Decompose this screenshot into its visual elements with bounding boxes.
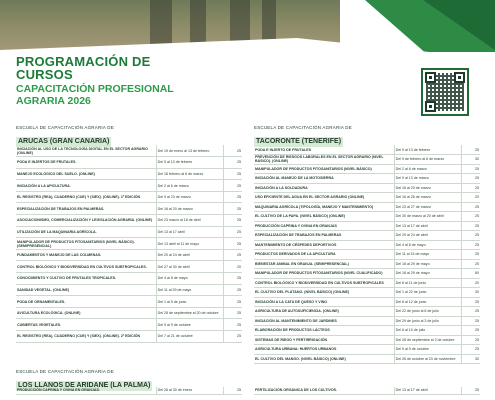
course-hours: 25 [224,238,242,250]
course-hours: 25 [224,296,242,308]
page-subtitle: CAPACITACIÓN PROFESIONAL AGRARIA 2026 [16,83,174,107]
course-name: AVICULTURA ECOLÓGICA. (ONLINE) [16,307,156,319]
course-hours: 25 [224,145,242,157]
course-dates: Del 1 al 5 de junio [156,296,224,308]
course-dates: Del 11 al 15 de mayo [394,250,462,260]
course-dates: Del 26 de octubre al 23 de noviembre [394,354,462,364]
course-hours: 25 [224,191,242,203]
course-hours: 25 [462,326,480,336]
course-dates: Del 13 al 17 abril [156,226,224,238]
course-row [254,240,480,250]
course-row [254,221,480,231]
course-row [16,168,242,180]
course-dates: Del 30 de marzo al 20 de abril [394,212,462,222]
course-hours: 25 [462,183,480,193]
course-name: ASOCIACIONISMO, COMERCIALIZACIÓN Y LEGISLACIÓN AGRARIA. (ONLINE) [16,215,156,227]
course-dates: Del 13 al 17 de abril [394,221,462,231]
course-hours: 25 [224,180,242,192]
course-table-arucas [16,145,242,343]
course-dates: Del 13 al 17 de abril [394,387,462,394]
course-name: MANIPULADOR DE PRODUCTOS FITOSANITARIOS (NIVEL BÁSICO). (SEMIPRESENCIAL) [16,238,156,250]
course-row [254,335,480,345]
course-row [16,331,242,343]
course-row [254,145,480,155]
course-hours: 25 [462,145,480,155]
course-hours: 25 [462,212,480,222]
course-dates: Del 28 de septiembre al 2 de octubre [394,335,462,345]
course-dates: Del 22 de junio al 6 de julio [394,307,462,317]
course-name: CONTROL BIOLÓGICO Y BIODIVERSIDAD EN CULTIVOS SUBTROPICALES. [16,261,156,273]
course-dates: Del 13 abril al 11 de mayo [156,238,224,250]
course-hours: 25 [224,273,242,285]
course-row [254,307,480,317]
course-name: MANEJO ECOLÓGICO DEL SUELO. (ONLINE) [16,168,156,180]
course-dates: Del 9 al 13 de febrero [394,145,462,155]
course-dates: Del 16 febrero al 6 de marzo [156,168,224,180]
course-name: PREVENCIÓN DE RIESGOS LABORALES EN EL SECTOR AGRARIO (NIVEL BÁSICO). (ONLINE) [254,155,394,165]
course-hours: 30 [462,155,480,165]
course-row [254,250,480,260]
course-row [254,278,480,288]
course-dates: Del 29 de junio al 3 de julio [394,316,462,326]
course-dates: Del 16 al 20 de marzo [394,183,462,193]
course-hours: 25 [462,335,480,345]
course-hours: 20 [462,278,480,288]
course-row [254,231,480,241]
course-name: MANIPULADOR DE PRODUCTOS FITOSANITARIOS (NIVEL CUALIFICADO) [254,269,394,279]
course-name: PODA DE ORNAMENTALES. [16,296,156,308]
course-name: CONTROL BIOLÓGICO Y BIODIVERSIDAD EN CULTIVOS SUBTROPICALES [254,278,394,288]
course-hours: 25 [224,319,242,331]
course-dates: Del 9 al 13 de marzo [394,174,462,184]
course-dates: Del 28 de septiembre al 20 de octubre [156,307,224,319]
course-name: FUNDAMENTOS Y MANEJO DE LAS COLMENAS. [16,249,156,261]
course-row [16,215,242,227]
course-name: EL CULTIVO DE LA PAPA. (NIVEL BÁSICO) (ONLINE) [254,212,394,222]
course-row [254,193,480,203]
course-name: SANIDAD VEGETAL. (ONLINE) [16,284,156,296]
course-name: EL CULTIVO DEL MANGO. (NIVEL BÁSICO) (ONLINE) [254,354,394,364]
course-name: INICIACIÓN AL MANTENIMIENTO DE JARDINES [254,316,394,326]
course-table-los-llanos-left [16,387,242,395]
course-hours: 25 [462,221,480,231]
course-dates: Del 7 al 21 de octubre [156,331,224,343]
course-dates: Del 8 al 12 de junio [394,297,462,307]
course-table-tacoronte [254,145,480,364]
course-dates: Del 16 al 26 de marzo [394,193,462,203]
course-hours: 25 [224,226,242,238]
course-row [16,273,242,285]
course-name: CUBIERTAS VEGETALES. [16,319,156,331]
course-dates: Del 11 al 29 de mayo [156,284,224,296]
course-name: MANIPULADOR DE PRODUCTOS FITOSANITARIOS (NIVEL BÁSICO) [254,164,394,174]
course-row [16,226,242,238]
course-name: INICIACIÓN AL MANEJO DE LA MOTOSIERRA [254,174,394,184]
course-hours: 25 [224,157,242,169]
course-dates: Del 26 al 30 de enero [156,387,224,394]
course-hours: 25 [224,168,242,180]
course-dates: Del 16 al 20 de marzo [156,203,224,215]
course-name: PODA E INJERTO DE FRUTALES [254,145,394,155]
course-name: ESPECIALIZACIÓN DE TRABAJOS EN PALMERAS [254,231,394,241]
course-name: EL REGISTRO (REA), CUADERNO (CUE) Y (SIEX). (ONLINE). 1ª EDICIÓN [16,191,156,203]
course-name: AGRICULTURA DE AUTOSUFICIENCIA. (ONLINE) [254,307,394,317]
course-name: ESPECIALIZACIÓN DE TRABAJOS EN PALMERAS. [16,203,156,215]
course-hours: 25 [462,316,480,326]
course-row [254,155,480,165]
course-hours: 25 [224,249,242,261]
course-dates: Del 5 al 9 de octubre [156,319,224,331]
course-dates: Del 8 al 11 de junio [394,278,462,288]
course-hours: 60 [462,269,480,279]
course-dates: Del 18 al 29 de mayo [394,269,462,279]
course-dates: Del 9 de febrero al 6 de marzo [394,155,462,165]
course-hours: 25 [462,297,480,307]
course-dates: Del 6 al 10 de julio [394,326,462,336]
course-name: USO EFICIENTE DEL AGUA EN EL SECTOR AGRARIO (ONLINE) [254,193,394,203]
course-row [254,212,480,222]
course-row [254,316,480,326]
course-row [16,296,242,308]
course-row [16,203,242,215]
course-hours: 25 [462,164,480,174]
course-row [254,326,480,336]
course-dates: Del 2 al 6 de marzo [394,164,462,174]
course-hours: 25 [462,202,480,212]
course-hours: 25 [462,174,480,184]
course-dates: Del 1 al 22 de junio [394,288,462,298]
course-hours: 20 [224,261,242,273]
course-row [16,157,242,169]
course-hours: 25 [462,307,480,317]
course-name: INICIACIÓN AL USO DE LA TECNOLOGÍA DIGITAL EN EL SECTOR AGRARIO (ONLINE) [16,145,156,157]
course-dates: Del 20 al 24 de abril [394,231,462,241]
school-name: ARUCAS (GRAN CANARIA) [18,138,110,145]
course-name: ELABORACIÓN DE PRODUCTOS LÁCTEOS [254,326,394,336]
course-hours: 30 [462,354,480,364]
course-hours: 25 [224,284,242,296]
course-row [16,261,242,273]
course-dates: Del 27 al 30 de abril [156,261,224,273]
course-hours: 25 [462,387,480,394]
course-hours: 25 [462,240,480,250]
course-name: CONOCIMIENTO Y CULTIVO DE FRUTALES TROPICALES. [16,273,156,285]
course-name: BIENESTAR ANIMAL EN GRANJA. (SEMIPRESENCIAL) [254,259,394,269]
course-name: FERTILIZACIÓN ORGÁNICA DE LOS CULTIVOS. [254,387,394,394]
course-hours: 25 [462,345,480,355]
qr-code[interactable] [421,68,469,116]
course-row [254,354,480,364]
school-name: TACORONTE (TENERIFE) [256,138,342,145]
course-hours: 25 [224,215,242,227]
school-label: ESCUELA DE CAPACITACIÓN AGRARIA DE [254,125,352,130]
course-dates: Del 20 al 24 de abril [156,249,224,261]
course-name: MANTENIMIENTO DE CÉSPEDES DEPORTIVOS [254,240,394,250]
course-name: AGRICULTURA URBANA: HUERTOS URBANOS [254,345,394,355]
course-row [254,297,480,307]
course-hours: 25 [224,331,242,343]
course-name: INICIACIÓN A LA CATA DE QUESO Y VINO [254,297,394,307]
course-hours: 30 [462,288,480,298]
course-dates: Del 4 al 8 de mayo [156,273,224,285]
course-name: INICIACIÓN A LA SOLDADURA [254,183,394,193]
course-dates: Del 4 al 8 de mayo [394,240,462,250]
course-name: PRODUCTOS DERIVADOS DE LA APICULTURA [254,250,394,260]
course-hours: 25 [224,307,242,319]
course-row [16,319,242,331]
course-row [16,145,242,157]
course-row [16,180,242,192]
course-dates: Del 5 al 13 de febrero [156,157,224,169]
course-row [16,284,242,296]
course-row [254,202,480,212]
course-name: INICIACIÓN A LA APICULTURA. [16,180,156,192]
page-title: PROGRAMACIÓN DE CURSOS [16,54,151,82]
course-hours: 25 [224,203,242,215]
course-dates: Del 5 al 9 de octubre [394,345,462,355]
course-dates: Del 23 al 27 de marzo [394,202,462,212]
course-name: PODA E INJERTOS DE FRUTALES. [16,157,156,169]
course-hours: 20 [462,193,480,203]
course-row [16,191,242,203]
hero-banner [0,0,495,52]
course-row [254,345,480,355]
course-row [16,307,242,319]
course-dates: Del 18 al 29 de mayo [394,259,462,269]
course-hours: 25 [462,250,480,260]
course-row [16,387,242,394]
course-dates: Del 2 al 6 de marzo [156,180,224,192]
course-row [254,259,480,269]
course-row [254,164,480,174]
course-row [254,269,480,279]
course-dates: Del 19 de enero al 13 de febrero [156,145,224,157]
course-row [254,174,480,184]
course-row [16,249,242,261]
course-name: UTILIZACIÓN DE LA MAQUINARIA AGRÍCOLA. [16,226,156,238]
course-dates: Del 23 marzo al 18 de abril [156,215,224,227]
course-dates: Del 9 al 23 de marzo [156,191,224,203]
school-label: ESCUELA DE CAPACITACIÓN AGRARIA DE [16,369,114,374]
course-name: EL REGISTRO (REA), CUADERNO (CUE) Y (SIEX). (ONLINE). 2ª EDICIÓN [16,331,156,343]
course-row [16,238,242,250]
course-row [254,288,480,298]
course-hours: 25 [224,387,242,394]
course-name: SISTEMAS DE RIEGO Y FERTIRRIGACIÓN [254,335,394,345]
course-name: MAQUINARIA AGRÍCOLA (TIPOLOGÍA, MANEJO Y MANTENIMIENTO) [254,202,394,212]
course-name: PRODUCCIÓN CAPRINA Y OVINA EN GRANJAS. [16,387,156,394]
course-name: EL CULTIVO DEL PLÁTANO. (NIVEL BÁSICO) (ONLINE) [254,288,394,298]
course-row [254,387,480,394]
course-table-los-llanos-right [254,387,480,395]
course-hours: 25 [462,231,480,241]
school-label: ESCUELA DE CAPACITACIÓN AGRARIA DE [16,125,114,130]
course-name: PRODUCCIÓN CAPRINA Y OVINA EN GRANJAS [254,221,394,231]
course-row [254,183,480,193]
course-hours: 25 [462,259,480,269]
school-name: LOS LLANOS DE ARIDANE (LA PALMA) [18,382,151,389]
